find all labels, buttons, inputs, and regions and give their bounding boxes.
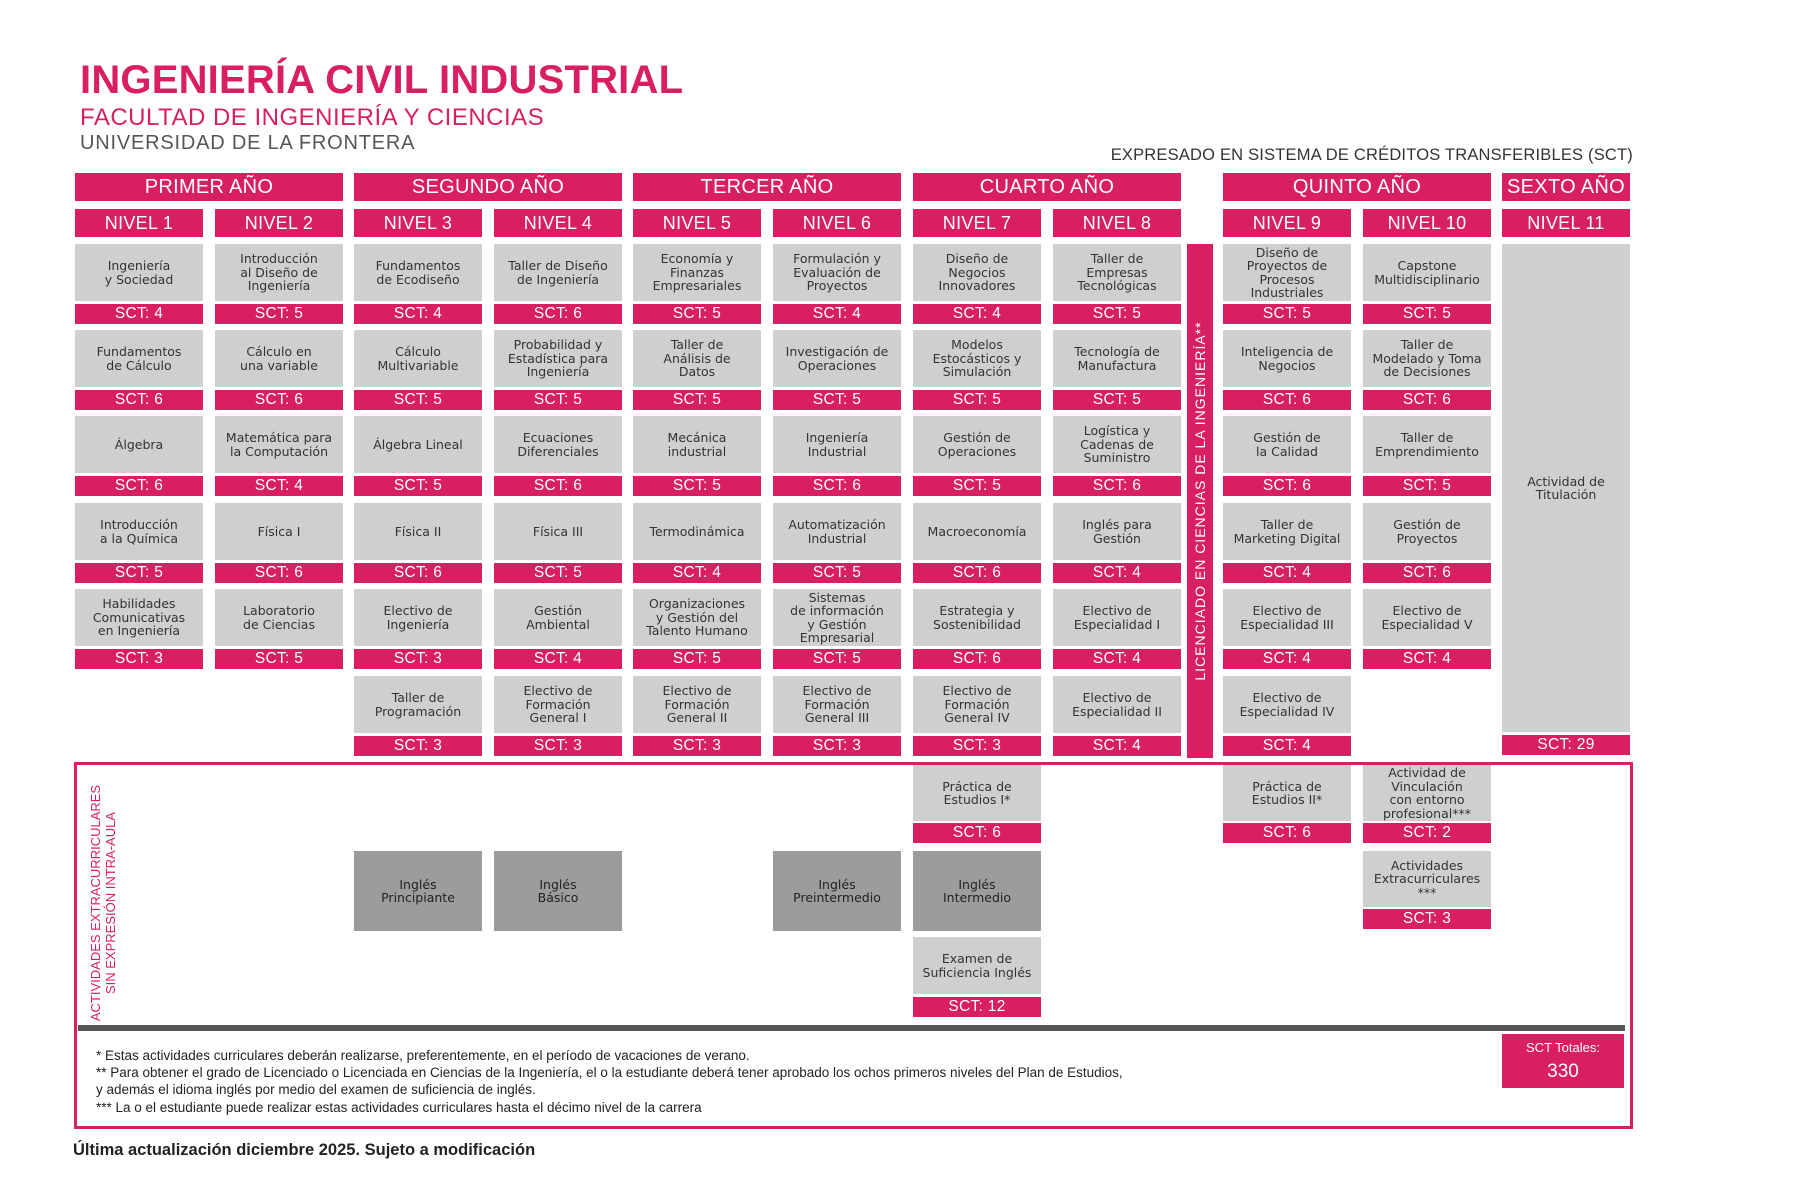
level-header: NIVEL 9 (1223, 209, 1351, 237)
course-card: Ingeniería y Sociedad (75, 244, 203, 301)
course-card: Tecnología de Manufactura (1053, 330, 1181, 387)
course-card: Inglés para Gestión (1053, 503, 1181, 560)
sct-badge: SCT: 6 (75, 390, 203, 410)
sct-badge: SCT: 4 (494, 649, 622, 669)
extracurricular-card: Práctica de Estudios I* (913, 765, 1041, 821)
course-card: Electivo de Formación General II (633, 676, 761, 733)
course-card: Gestión de Proyectos (1363, 503, 1491, 560)
course-card: Sistemas de información y Gestión Empresarial (773, 589, 901, 646)
licenciado-label: LICENCIADO EN CIENCIAS DE LA INGENIERÍA** (1192, 321, 1208, 681)
sct-badge: SCT: 5 (494, 390, 622, 410)
course-card: Introducción a la Química (75, 503, 203, 560)
sct-badge: SCT: 6 (1363, 563, 1491, 583)
extracurricular-card: Actividades Extracurriculares *** (1363, 851, 1491, 907)
university-name: UNIVERSIDAD DE LA FRONTERA (80, 132, 416, 154)
course-card: Taller de Marketing Digital (1223, 503, 1351, 560)
course-card: Electivo de Formación General I (494, 676, 622, 733)
course-card: Taller de Empresas Tecnológicas (1053, 244, 1181, 301)
course-card: Cálculo en una variable (215, 330, 343, 387)
divider (78, 1025, 1625, 1031)
sct-badge: SCT: 6 (1053, 476, 1181, 496)
footnote-3: *** La o el estudiante puede realizar estas actividades curriculares hasta el décimo nivel de la carrera (96, 1099, 702, 1115)
course-card: Probabilidad y Estadística para Ingeniería (494, 330, 622, 387)
sct-badge: SCT: 6 (1223, 476, 1351, 496)
sct-badge: SCT: 6 (215, 563, 343, 583)
course-card: Actividad de Titulación (1502, 244, 1630, 732)
course-card: Electivo de Especialidad III (1223, 589, 1351, 646)
course-card: Fundamentos de Ecodiseño (354, 244, 482, 301)
sct-totals-label: SCT Totales: (1526, 1039, 1600, 1055)
sct-badge: SCT: 5 (215, 649, 343, 669)
course-card: Mecánica industrial (633, 416, 761, 473)
course-card: Taller de Modelado y Toma de Decisiones (1363, 330, 1491, 387)
course-card: Álgebra (75, 416, 203, 473)
course-card: Automatización Industrial (773, 503, 901, 560)
course-card: Diseño de Proyectos de Procesos Industriales (1223, 244, 1351, 301)
sct-badge: SCT: 3 (633, 736, 761, 756)
sct-badge: SCT: 5 (1223, 304, 1351, 324)
course-card: Gestión de Operaciones (913, 416, 1041, 473)
extracurricular-card: Práctica de Estudios II* (1223, 765, 1351, 821)
sct-badge: SCT: 4 (215, 476, 343, 496)
sct-badge: SCT: 4 (913, 304, 1041, 324)
sct-badge: SCT: 4 (1363, 649, 1491, 669)
course-card: Física III (494, 503, 622, 560)
sct-badge: SCT: 5 (633, 390, 761, 410)
course-card: Laboratorio de Ciencias (215, 589, 343, 646)
course-card: Taller de Programación (354, 676, 482, 733)
course-card: Álgebra Lineal (354, 416, 482, 473)
course-card: Investigación de Operaciones (773, 330, 901, 387)
sct-badge: SCT: 4 (1053, 563, 1181, 583)
footnotes (96, 1047, 1123, 1116)
course-card: Termodinámica (633, 503, 761, 560)
footnote-2: ** Para obtener el grado de Licenciado o Licenciada en Ciencias de la Ingeniería, el o la estudiante deberá tener aprobado los ochos primeros niveles del Plan de Estudios, (96, 1065, 1123, 1081)
sct-badge: SCT: 3 (773, 736, 901, 756)
sct-badge: SCT: 3 (354, 736, 482, 756)
course-card: Física II (354, 503, 482, 560)
sct-badge: SCT: 3 (494, 736, 622, 756)
last-updated: Última actualización diciembre 2025. Sujeto a modificación (73, 1141, 536, 1159)
footnote-2-cont: y además el idioma inglés por medio del examen de suficiencia de inglés. (96, 1082, 536, 1098)
course-card: Organizaciones y Gestión del Talento Humano (633, 589, 761, 646)
course-card: Electivo de Especialidad IV (1223, 676, 1351, 733)
sct-badge: SCT: 5 (1363, 476, 1491, 496)
sct-badge: SCT: 2 (1363, 823, 1491, 843)
sct-badge: SCT: 6 (494, 304, 622, 324)
sct-badge: SCT: 4 (1223, 736, 1351, 756)
sct-badge: SCT: 3 (1363, 909, 1491, 929)
sct-totals-value: 330 (1547, 1060, 1579, 1082)
sct-badge: SCT: 5 (75, 563, 203, 583)
sct-badge: SCT: 4 (1053, 736, 1181, 756)
course-card: Electivo de Especialidad II (1053, 676, 1181, 733)
course-card: Cálculo Multivariable (354, 330, 482, 387)
sct-badge: SCT: 6 (773, 476, 901, 496)
year-header: TERCER AÑO (633, 173, 901, 201)
extracurricular-card: Inglés Intermedio (913, 851, 1041, 931)
sct-badge: SCT: 5 (1053, 390, 1181, 410)
extracurricular-card: Inglés Básico (494, 851, 622, 931)
footnote-1: * Estas actividades curriculares deberán realizarse, preferentemente, en el período de vacaciones de verano. (96, 1048, 750, 1063)
sct-badge: SCT: 4 (75, 304, 203, 324)
sct-badge: SCT: 4 (1053, 649, 1181, 669)
course-card: Electivo de Especialidad V (1363, 589, 1491, 646)
course-card: Habilidades Comunicativas en Ingeniería (75, 589, 203, 646)
course-card: Estrategia y Sostenibilidad (913, 589, 1041, 646)
course-card: Diseño de Negocios Innovadores (913, 244, 1041, 301)
sct-badge: SCT: 6 (913, 649, 1041, 669)
sct-badge: SCT: 6 (913, 823, 1041, 843)
course-card: Ecuaciones Diferenciales (494, 416, 622, 473)
level-header: NIVEL 11 (1502, 209, 1630, 237)
sct-badge: SCT: 5 (773, 649, 901, 669)
sct-badge: SCT: 6 (1223, 823, 1351, 843)
page-title: INGENIERÍA CIVIL INDUSTRIAL (80, 58, 684, 102)
course-card: Ingeniería Industrial (773, 416, 901, 473)
course-card: Capstone Multidisciplinario (1363, 244, 1491, 301)
sct-badge: SCT: 6 (354, 563, 482, 583)
course-card: Logística y Cadenas de Suministro (1053, 416, 1181, 473)
sct-badge: SCT: 5 (773, 390, 901, 410)
level-header: NIVEL 8 (1053, 209, 1181, 237)
level-header: NIVEL 10 (1363, 209, 1491, 237)
year-header: CUARTO AÑO (913, 173, 1181, 201)
course-card: Fundamentos de Cálculo (75, 330, 203, 387)
sct-totals (1502, 1034, 1624, 1088)
sct-badge: SCT: 5 (354, 390, 482, 410)
sct-badge: SCT: 5 (1363, 304, 1491, 324)
course-card: Matemática para la Computación (215, 416, 343, 473)
year-header: QUINTO AÑO (1223, 173, 1491, 201)
sct-badge: SCT: 4 (354, 304, 482, 324)
sct-badge: SCT: 5 (913, 476, 1041, 496)
course-card: Taller de Diseño de Ingeniería (494, 244, 622, 301)
extracurricular-card: Examen de Suficiencia Inglés (913, 937, 1041, 994)
sct-badge: SCT: 5 (633, 476, 761, 496)
year-header: SEGUNDO AÑO (354, 173, 622, 201)
course-card: Modelos Estocásticos y Simulación (913, 330, 1041, 387)
sct-badge: SCT: 5 (633, 649, 761, 669)
course-card: Electivo de Especialidad I (1053, 589, 1181, 646)
sct-badge: SCT: 6 (75, 476, 203, 496)
level-header: NIVEL 2 (215, 209, 343, 237)
level-header: NIVEL 7 (913, 209, 1041, 237)
sct-badge: SCT: 6 (913, 563, 1041, 583)
extracurricular-card: Actividad de Vinculación con entorno profesional*** (1363, 765, 1491, 821)
sct-badge: SCT: 3 (913, 736, 1041, 756)
sct-badge: SCT: 4 (633, 563, 761, 583)
course-card: Economía y Finanzas Empresariales (633, 244, 761, 301)
sct-badge: SCT: 12 (913, 997, 1041, 1017)
course-card: Taller de Análisis de Datos (633, 330, 761, 387)
level-header: NIVEL 3 (354, 209, 482, 237)
extracurricular-label: ACTIVIDADES EXTRACURRICULARES SIN EXPRESIÓN INTRA-AULA (88, 784, 118, 1022)
level-header: NIVEL 4 (494, 209, 622, 237)
sct-badge: SCT: 5 (494, 563, 622, 583)
sct-badge: SCT: 4 (773, 304, 901, 324)
course-card: Electivo de Formación General IV (913, 676, 1041, 733)
level-header: NIVEL 6 (773, 209, 901, 237)
course-card: Gestión Ambiental (494, 589, 622, 646)
sct-badge: SCT: 6 (1363, 390, 1491, 410)
sct-badge: SCT: 5 (1053, 304, 1181, 324)
sct-badge: SCT: 5 (633, 304, 761, 324)
level-header: NIVEL 5 (633, 209, 761, 237)
sct-badge: SCT: 6 (215, 390, 343, 410)
course-card: Formulación y Evaluación de Proyectos (773, 244, 901, 301)
sct-badge: SCT: 5 (354, 476, 482, 496)
year-header: SEXTO AÑO (1502, 173, 1630, 201)
extracurricular-card: Inglés Principiante (354, 851, 482, 931)
extracurricular-card: Inglés Preintermedio (773, 851, 901, 931)
sct-badge: SCT: 29 (1502, 735, 1630, 755)
faculty-subtitle: FACULTAD DE INGENIERÍA Y CIENCIAS (80, 104, 545, 131)
course-card: Introducción al Diseño de Ingeniería (215, 244, 343, 301)
course-card: Macroeconomía (913, 503, 1041, 560)
course-card: Gestión de la Calidad (1223, 416, 1351, 473)
year-header: PRIMER AÑO (75, 173, 343, 201)
course-card: Inteligencia de Negocios (1223, 330, 1351, 387)
credits-note: EXPRESADO EN SISTEMA DE CRÉDITOS TRANSFERIBLES (SCT) (1110, 146, 1633, 164)
sct-badge: SCT: 4 (1223, 649, 1351, 669)
course-card: Electivo de Ingeniería (354, 589, 482, 646)
sct-badge: SCT: 5 (215, 304, 343, 324)
course-card: Taller de Emprendimiento (1363, 416, 1491, 473)
sct-badge: SCT: 5 (913, 390, 1041, 410)
sct-badge: SCT: 3 (354, 649, 482, 669)
level-header: NIVEL 1 (75, 209, 203, 237)
sct-badge: SCT: 3 (75, 649, 203, 669)
course-card: Física I (215, 503, 343, 560)
course-card: Electivo de Formación General III (773, 676, 901, 733)
sct-badge: SCT: 6 (1223, 390, 1351, 410)
sct-badge: SCT: 5 (773, 563, 901, 583)
sct-badge: SCT: 6 (494, 476, 622, 496)
sct-badge: SCT: 4 (1223, 563, 1351, 583)
